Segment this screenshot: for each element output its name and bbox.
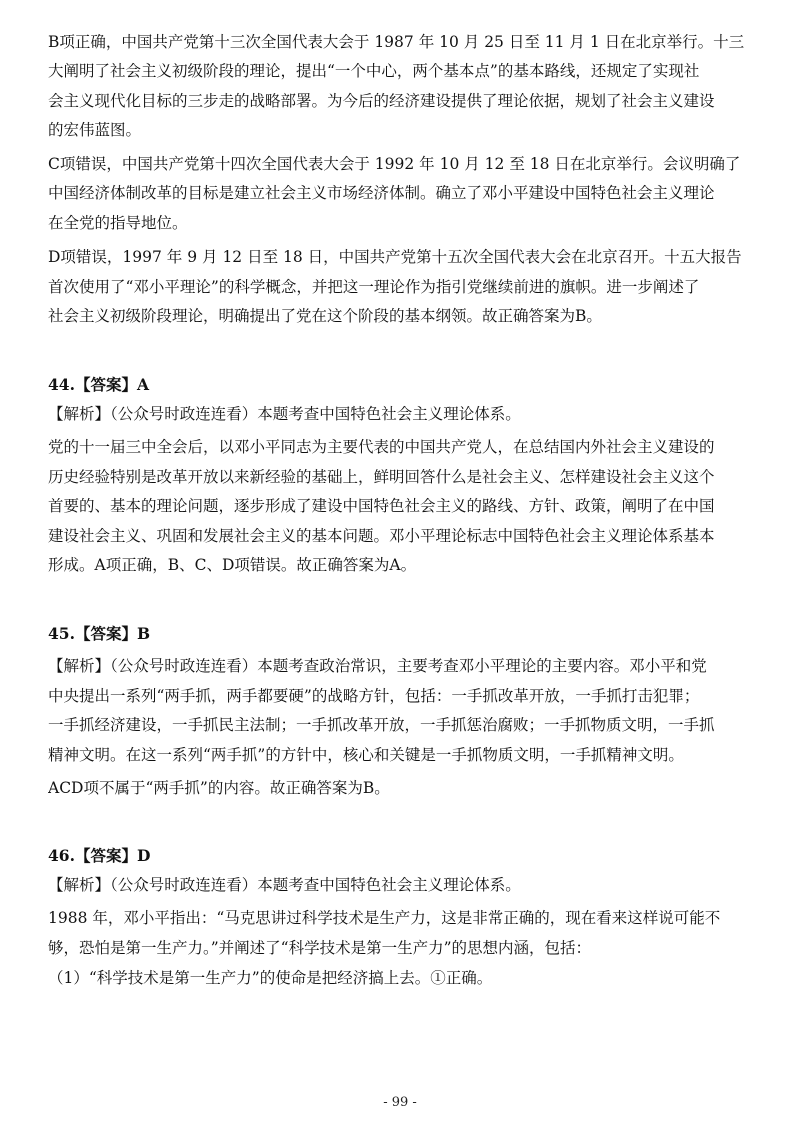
paragraph-line: 会主义现代化目标的三步走的战略部署。为今后的经济建设提供了理论依据，规划了社会主义建设 [48, 92, 715, 110]
page-number: - 99 - [383, 1095, 417, 1110]
paragraph-line: 中央提出一系列“两手抓，两手都要硬”的战略方针，包括：一手抓改革开放，一手抓打击犯罪； [48, 687, 700, 705]
paragraph-line: 精神文明。在这一系列“两手抓”的方针中，核心和关键是一手抓物质文明，一手抓精神文明。 [48, 746, 684, 764]
paragraph-line: 形成。A项正确，B、C、D项错误。故正确答案为A。 [48, 556, 417, 574]
paragraph-line: 【解析】（公众号时政连连看）本题考查政治常识，主要考查邓小平理论的主要内容。邓小平和党 [48, 657, 707, 675]
paragraph-line: 在全党的指导地位。 [48, 214, 188, 232]
analysis-heading-46: 【解析】（公众号时政连连看）本题考查中国特色社会主义理论体系。 [48, 876, 521, 894]
paragraph-line: 建设社会主义、巩固和发展社会主义的基本问题。邓小平理论标志中国特色社会主义理论体系基本 [48, 527, 715, 545]
paragraph-line: 首要的、基本的理论问题，逐步形成了建设中国特色社会主义的路线、方针、政策，阐明了在中国 [48, 497, 715, 515]
paragraph-line: ACD项不属于“两手抓”的内容。故正确答案为B。 [48, 779, 390, 797]
paragraph-line: 一手抓经济建设，一手抓民主法制；一手抓改革开放，一手抓惩治腐败；一手抓物质文明，一手抓 [48, 716, 715, 734]
paragraph-line: C项错误，中国共产党第十四次全国代表大会于 1992 年 10 月 12 至 18 日在北京举行。会议明确了 [48, 155, 741, 173]
analysis-heading-44: 【解析】（公众号时政连连看）本题考查中国特色社会主义理论体系。 [48, 405, 521, 423]
answer-heading-46: 46.【答案】D [48, 846, 151, 865]
answer-heading-45: 45.【答案】B [48, 624, 151, 643]
paragraph-line: （1）“科学技术是第一生产力”的使命是把经济搞上去。①正确。 [48, 969, 493, 987]
paragraph-line: 的宏伟蓝图。 [48, 121, 142, 139]
answer-heading-44: 44.【答案】A [48, 375, 149, 394]
paragraph-line: 历史经验特别是改革开放以来新经验的基础上，鲜明回答什么是社会主义、怎样建设社会主义这个 [48, 468, 715, 486]
paragraph-line: 首次使用了“邓小平理论”的科学概念，并把这一理论作为指引党继续前进的旗帜。进一步阐述了 [48, 278, 700, 296]
paragraph-line: 1988 年，邓小平指出：“马克思讲过科学技术是生产力，这是非常正确的，现在看来这样说可能不 [48, 909, 721, 927]
paragraph-line: 党的十一届三中全会后，以邓小平同志为主要代表的中国共产党人，在总结国内外社会主义建设的 [48, 438, 715, 456]
paragraph-line: 社会主义初级阶段理论，明确提出了党在这个阶段的基本纲领。故正确答案为B。 [48, 307, 602, 325]
paragraph-line: 大阐明了社会主义初级阶段的理论，提出“一个中心，两个基本点”的基本路线，还规定了实现社 [48, 62, 700, 80]
paragraph-line: 够，恐怕是第一生产力。”并阐述了“科学技术是第一生产力”的思想内涵，包括： [48, 939, 592, 957]
paragraph-line: B项正确，中国共产党第十三次全国代表大会于 1987 年 10 月 25 日至 11 月 1 日在北京举行。十三 [48, 33, 745, 51]
paragraph-line: D项错误，1997 年 9 月 12 日至 18 日，中国共产党第十五次全国代表大会在北京召开。十五大报告 [48, 248, 742, 266]
paragraph-line: 中国经济体制改革的目标是建立社会主义市场经济体制。确立了邓小平建设中国特色社会主义理论 [48, 184, 715, 202]
